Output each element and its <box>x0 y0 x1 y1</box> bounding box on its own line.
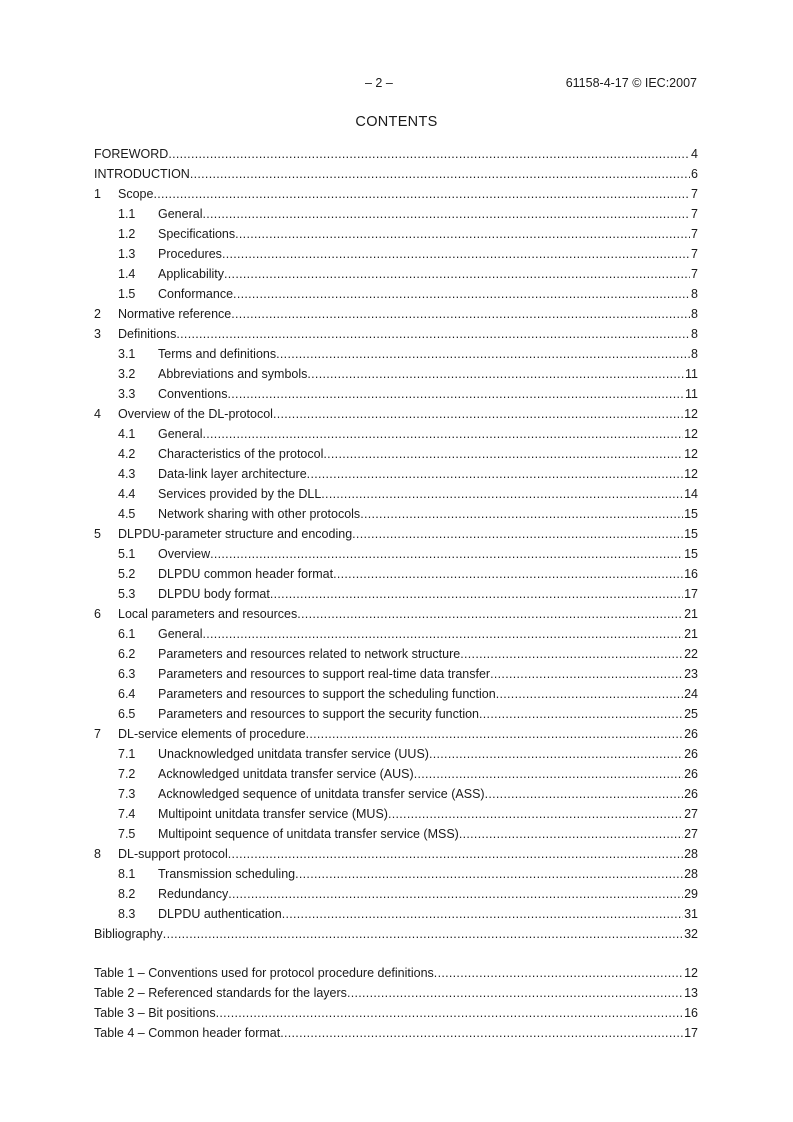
toc-entry-title: Parameters and resources to support the security function <box>158 707 479 721</box>
toc-entry-page: 31 <box>684 907 698 921</box>
dot-leader <box>485 784 684 804</box>
toc-entry[interactable] <box>94 804 698 824</box>
toc-entry-page: 12 <box>684 447 698 461</box>
dot-leader <box>333 564 683 584</box>
toc-entry-page: 12 <box>684 427 698 441</box>
toc-entry[interactable] <box>94 484 698 504</box>
toc-entry-page: 11 <box>685 367 698 381</box>
dot-leader <box>210 544 683 564</box>
toc-entry-page: 26 <box>684 787 698 801</box>
toc-entry-page: 12 <box>684 467 698 481</box>
toc-entry-title: DL-service elements of procedure <box>118 727 306 741</box>
toc-entry-number: 4 <box>94 407 101 421</box>
toc-entry-title: Acknowledged unitdata transfer service (AUS) <box>158 767 414 781</box>
toc-entry-page: 27 <box>684 807 698 821</box>
toc-entry-title: Normative reference <box>118 307 232 321</box>
toc-entry-title: DLPDU body format <box>158 587 270 601</box>
toc-entry-number: 6.5 <box>118 707 136 721</box>
dot-leader <box>202 624 683 644</box>
toc-entry-page: 12 <box>684 407 698 421</box>
toc-entry-title: Terms and definitions <box>158 347 277 361</box>
toc-entry-number: 8.3 <box>118 907 136 921</box>
dot-leader <box>273 404 683 424</box>
page-number: – 2 – <box>365 76 393 90</box>
toc-entry[interactable] <box>94 304 698 324</box>
toc-entry-page: 7 <box>691 247 698 261</box>
dot-leader <box>276 344 690 364</box>
document-reference: 61158-4-17 © IEC:2007 <box>565 76 697 90</box>
toc-entry-title: INTRODUCTION <box>94 167 190 181</box>
toc-entry-number: 1.1 <box>118 207 136 221</box>
dot-leader <box>176 324 690 344</box>
toc-entry[interactable] <box>94 724 698 744</box>
toc-entry-title: Redundancy <box>158 887 229 901</box>
toc-entry[interactable] <box>94 424 698 444</box>
toc-entry-title: Unacknowledged unitdata transfer service (UUS) <box>158 747 429 761</box>
toc-entry-page: 26 <box>684 727 698 741</box>
toc-entry-title: Parameters and resources to support the scheduling function <box>158 687 496 701</box>
toc-entry-title: Bibliography <box>94 927 163 941</box>
toc-entry-number: 7.2 <box>118 767 136 781</box>
toc-entry-title: DLPDU authentication <box>158 907 282 921</box>
toc-entry[interactable] <box>94 684 698 704</box>
toc-entry-number: 3.1 <box>118 347 136 361</box>
toc-entry-number: 6.4 <box>118 687 136 701</box>
toc-entry[interactable] <box>94 564 698 584</box>
toc-entry-title: DL-support protocol <box>118 847 228 861</box>
contents-title: CONTENTS <box>355 114 438 130</box>
toc-entry-page: 8 <box>691 287 698 301</box>
toc-entry-page: 7 <box>691 207 698 221</box>
toc-entry-number: 8.1 <box>118 867 136 881</box>
toc-entry-page: 15 <box>684 547 698 561</box>
toc-entry-title: Parameters and resources related to network structure <box>158 647 461 661</box>
toc-entry-title: Multipoint sequence of unitdata transfer service (MSS) <box>158 827 459 841</box>
dot-leader <box>352 524 683 544</box>
toc-entry-number: 4.5 <box>118 507 136 521</box>
toc-entry-number: 6.3 <box>118 667 136 681</box>
toc-entry-page: 22 <box>684 647 698 661</box>
toc-entry[interactable] <box>94 264 698 284</box>
toc-entry[interactable] <box>94 924 698 944</box>
dot-leader <box>295 864 683 884</box>
toc-entry-number: 6 <box>94 607 101 621</box>
toc-entry-number: 8 <box>94 847 101 861</box>
toc-entry-title: DLPDU common header format <box>158 567 334 581</box>
toc-entry-page: 26 <box>684 767 698 781</box>
toc-entry-page: 26 <box>684 747 698 761</box>
toc-entry-number: 5.2 <box>118 567 136 581</box>
toc-entry-title: Parameters and resources to support real-time data transfer <box>158 667 491 681</box>
toc-entry-number: 6.2 <box>118 647 136 661</box>
dot-leader <box>163 924 683 944</box>
toc-entry-page: 8 <box>691 347 698 361</box>
toc-entry[interactable] <box>94 983 698 1003</box>
toc-entry-title: Conventions <box>158 387 228 401</box>
list-of-tables <box>94 963 698 1043</box>
toc-entry[interactable] <box>94 504 698 524</box>
toc-entry-number: 8.2 <box>118 887 136 901</box>
dot-leader <box>235 224 690 244</box>
toc-entry[interactable] <box>94 204 698 224</box>
toc-entry-title: Table 3 – Bit positions <box>94 1006 216 1020</box>
dot-leader <box>460 644 683 664</box>
toc-entry-title: Multipoint unitdata transfer service (MUS) <box>158 807 388 821</box>
dot-leader <box>202 204 690 224</box>
toc-entry-title: Table 4 – Common header format <box>94 1026 281 1040</box>
toc-entry[interactable] <box>94 224 698 244</box>
table-of-contents <box>94 144 698 1043</box>
toc-entry-title: Applicability <box>158 267 225 281</box>
dot-leader <box>434 963 683 983</box>
toc-entry-title: Local parameters and resources <box>118 607 298 621</box>
toc-entry-page: 25 <box>684 707 698 721</box>
dot-leader <box>222 244 690 264</box>
toc-entry[interactable] <box>94 404 698 424</box>
toc-entry-number: 3.3 <box>118 387 136 401</box>
toc-entry[interactable] <box>94 364 698 384</box>
toc-entry-title: DLPDU-parameter structure and encoding <box>118 527 353 541</box>
toc-entry-number: 3 <box>94 327 101 341</box>
toc-entry[interactable] <box>94 1023 698 1043</box>
toc-entry[interactable] <box>94 444 698 464</box>
toc-entry[interactable] <box>94 744 698 764</box>
toc-entry-title: Definitions <box>118 327 177 341</box>
toc-entry-number: 7.4 <box>118 807 136 821</box>
toc-entry-number: 3.2 <box>118 367 136 381</box>
toc-entry-title: General <box>158 627 203 641</box>
toc-entry-page: 24 <box>684 687 698 701</box>
dot-leader <box>321 484 683 504</box>
toc-entry-number: 1.3 <box>118 247 136 261</box>
toc-entry-page: 8 <box>691 327 698 341</box>
toc-entry-page: 8 <box>691 307 698 321</box>
dot-leader <box>496 684 683 704</box>
toc-entry-number: 5.3 <box>118 587 136 601</box>
toc-entry[interactable] <box>94 184 698 204</box>
toc-entry-title: Abbreviations and symbols <box>158 367 308 381</box>
dot-leader <box>228 844 683 864</box>
toc-entry[interactable] <box>94 884 698 904</box>
toc-entry-page: 16 <box>684 1006 698 1020</box>
toc-entry[interactable] <box>94 644 698 664</box>
dot-leader <box>459 824 683 844</box>
dot-leader <box>414 764 683 784</box>
toc-entry-title: Transmission scheduling <box>158 867 296 881</box>
toc-entry-page: 4 <box>691 147 698 161</box>
dot-leader <box>490 664 683 684</box>
toc-entry-title: Table 1 – Conventions used for protocol procedure definitions <box>94 966 434 980</box>
toc-entry-page: 32 <box>684 927 698 941</box>
toc-entry-number: 6.1 <box>118 627 136 641</box>
toc-entry[interactable] <box>94 584 698 604</box>
toc-entry-number: 4.2 <box>118 447 136 461</box>
dot-leader <box>360 504 683 524</box>
toc-entry-page: 6 <box>691 167 698 181</box>
toc-entry-title: Procedures <box>158 247 222 261</box>
toc-entry-page: 7 <box>691 227 698 241</box>
dot-leader <box>307 364 684 384</box>
dot-leader <box>479 704 683 724</box>
dot-leader <box>233 284 690 304</box>
toc-entry-number: 2 <box>94 307 101 321</box>
toc-entry-page: 17 <box>684 1026 698 1040</box>
toc-entry[interactable] <box>94 544 698 564</box>
toc-entry-title: Characteristics of the protocol <box>158 447 324 461</box>
toc-entry-title: FOREWORD <box>94 147 169 161</box>
dot-leader <box>202 424 683 444</box>
toc-entry-page: 7 <box>691 187 698 201</box>
toc-entry-title: Network sharing with other protocols <box>158 507 361 521</box>
toc-entry-title: Data-link layer architecture <box>158 467 307 481</box>
toc-entry-title: Scope <box>118 187 154 201</box>
toc-entry-page: 11 <box>685 387 698 401</box>
toc-entry-number: 7.5 <box>118 827 136 841</box>
toc-entry-page: 15 <box>684 527 698 541</box>
toc-entry-page: 28 <box>684 867 698 881</box>
dot-leader <box>168 144 690 164</box>
dot-leader <box>270 584 683 604</box>
dot-leader <box>153 184 690 204</box>
toc-entry[interactable] <box>94 624 698 644</box>
dot-leader <box>306 724 684 744</box>
toc-entry-number: 5.1 <box>118 547 136 561</box>
toc-entry-title: General <box>158 427 203 441</box>
dot-leader <box>388 804 683 824</box>
toc-entry[interactable] <box>94 904 698 924</box>
toc-entry-page: 13 <box>684 986 698 1000</box>
toc-entry-number: 4.4 <box>118 487 136 501</box>
toc-entry-number: 5 <box>94 527 101 541</box>
dot-leader <box>228 384 685 404</box>
toc-entry[interactable] <box>94 344 698 364</box>
toc-entry-page: 27 <box>684 827 698 841</box>
dot-leader <box>307 464 683 484</box>
toc-entry-number: 7.1 <box>118 747 136 761</box>
toc-entry[interactable] <box>94 324 698 344</box>
toc-entry[interactable] <box>94 784 698 804</box>
toc-entry[interactable] <box>94 464 698 484</box>
dot-leader <box>190 164 690 184</box>
toc-entry[interactable] <box>94 864 698 884</box>
toc-entry[interactable] <box>94 144 698 164</box>
toc-entry-title: Overview <box>158 547 211 561</box>
toc-entry-title: Conformance <box>158 287 234 301</box>
dot-leader <box>280 1023 683 1043</box>
toc-entry-page: 16 <box>684 567 698 581</box>
toc-entry-page: 29 <box>684 887 698 901</box>
toc-entry-page: 14 <box>684 487 698 501</box>
toc-entry-title: General <box>158 207 203 221</box>
toc-entry[interactable] <box>94 524 698 544</box>
toc-entry[interactable] <box>94 604 698 624</box>
toc-entry[interactable] <box>94 284 698 304</box>
dot-leader <box>231 304 690 324</box>
toc-entry[interactable] <box>94 1003 698 1023</box>
dot-leader <box>224 264 690 284</box>
toc-entry-title: Services provided by the DLL <box>158 487 322 501</box>
toc-entry-page: 7 <box>691 267 698 281</box>
toc-entry-number: 7 <box>94 727 101 741</box>
toc-entry-page: 21 <box>684 627 698 641</box>
toc-entry-number: 4.3 <box>118 467 136 481</box>
toc-entry-title: Specifications <box>158 227 236 241</box>
dot-leader <box>216 1003 683 1023</box>
toc-entry-title: Overview of the DL-protocol <box>118 407 273 421</box>
toc-entry-page: 21 <box>684 607 698 621</box>
toc-entry-title: Acknowledged sequence of unitdata transfer service (ASS) <box>158 787 485 801</box>
toc-entry-page: 17 <box>684 587 698 601</box>
toc-entry[interactable] <box>94 824 698 844</box>
toc-entry-page: 28 <box>684 847 698 861</box>
toc-entry[interactable] <box>94 244 698 264</box>
toc-entry-number: 1.4 <box>118 267 136 281</box>
dot-leader <box>282 904 683 924</box>
toc-entry-page: 12 <box>684 966 698 980</box>
dot-leader <box>347 983 683 1003</box>
toc-entry[interactable] <box>94 764 698 784</box>
toc-entry-page: 15 <box>684 507 698 521</box>
toc-entry[interactable] <box>94 384 698 404</box>
toc-entry-page: 23 <box>684 667 698 681</box>
toc-entry[interactable] <box>94 664 698 684</box>
toc-list <box>94 144 698 944</box>
toc-entry-number: 1.2 <box>118 227 136 241</box>
toc-entry-number: 1.5 <box>118 287 136 301</box>
dot-leader <box>297 604 683 624</box>
toc-entry[interactable] <box>94 704 698 724</box>
toc-entry-number: 7.3 <box>118 787 136 801</box>
toc-entry-number: 4.1 <box>118 427 136 441</box>
toc-entry-number: 1 <box>94 187 101 201</box>
toc-entry[interactable] <box>94 164 698 184</box>
dot-leader <box>323 444 683 464</box>
toc-entry[interactable] <box>94 844 698 864</box>
toc-entry[interactable] <box>94 963 698 983</box>
dot-leader <box>228 884 683 904</box>
toc-entry-title: Table 2 – Referenced standards for the layers <box>94 986 347 1000</box>
section-gap <box>94 944 698 963</box>
dot-leader <box>429 744 683 764</box>
